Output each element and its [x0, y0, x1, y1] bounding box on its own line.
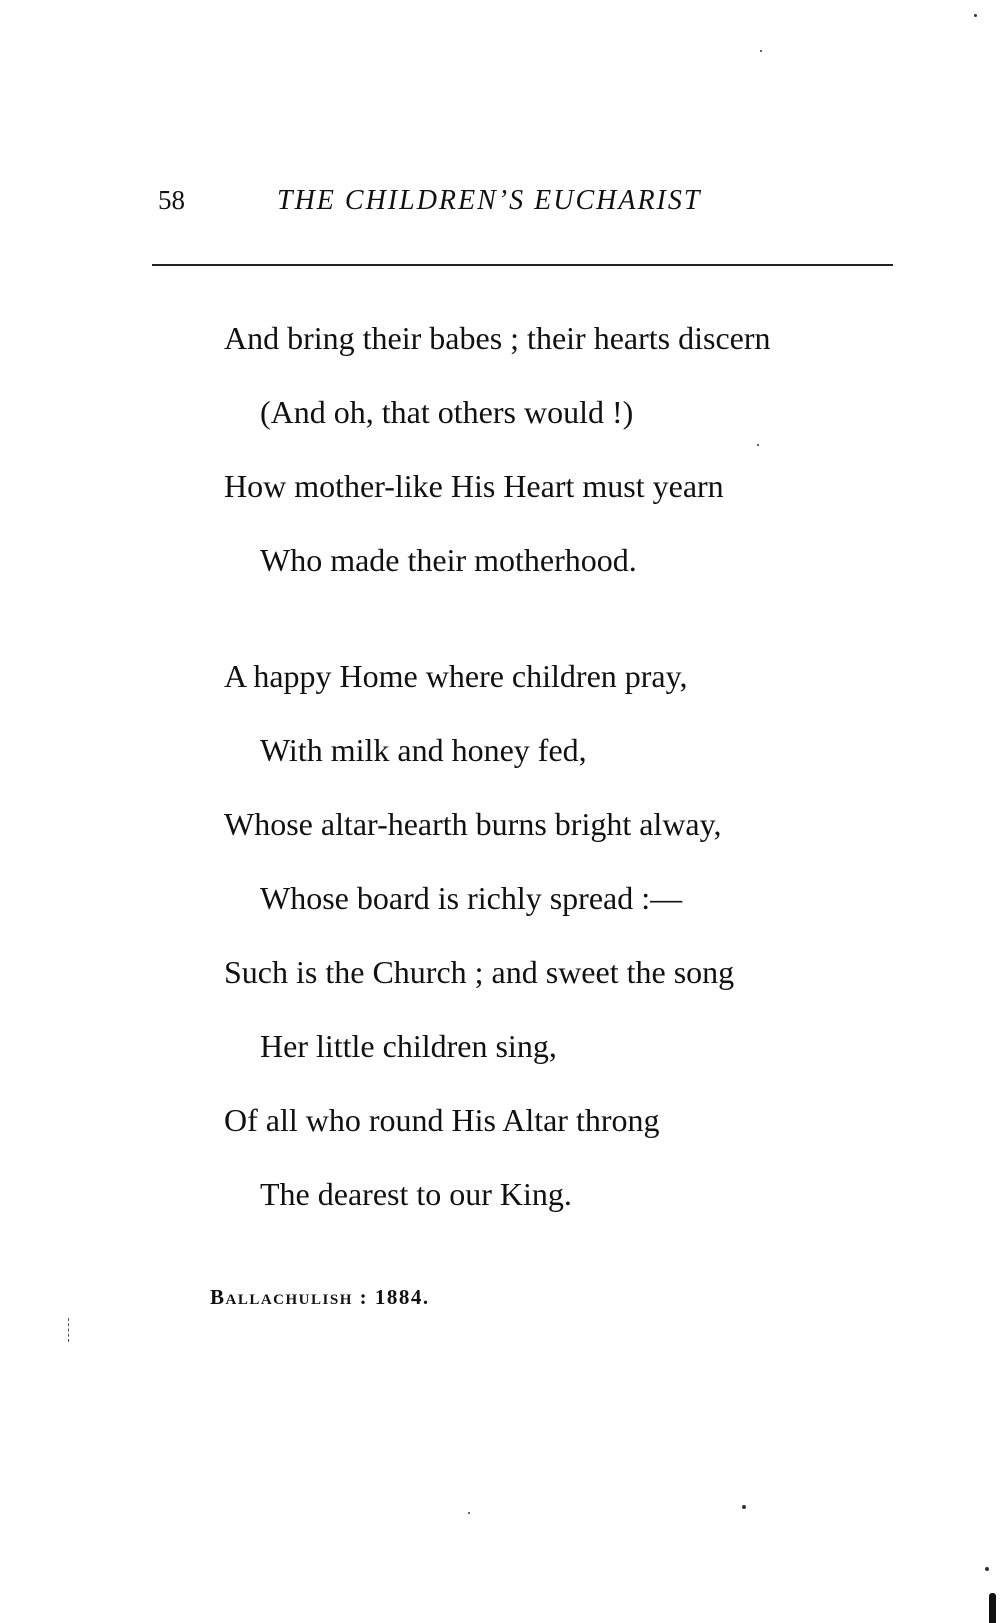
poem-line: Of all who round His Altar throng — [224, 1102, 660, 1138]
colophon-year: 1884. — [374, 1285, 430, 1309]
poem-line: (And oh, that others would !) — [260, 394, 634, 430]
colophon — [210, 1285, 430, 1310]
poem-line: And bring their babes ; their hearts discern — [224, 320, 771, 356]
running-head — [150, 185, 900, 225]
print-speck — [760, 50, 762, 52]
poem-line: The dearest to our King. — [260, 1176, 572, 1212]
poem-line: Her little children sing, — [260, 1028, 557, 1064]
print-speck — [974, 14, 977, 17]
poem-line: Who made their motherhood. — [260, 542, 637, 578]
poem-line: Whose board is richly spread :— — [260, 880, 683, 916]
colophon-place: Ballachulish — [210, 1285, 353, 1309]
poem-stanza-1 — [0, 318, 1000, 614]
print-speck — [757, 444, 759, 446]
poem-line: With milk and honey fed, — [260, 732, 587, 768]
poem-stanza-2 — [0, 656, 1000, 1248]
poem-line: Whose altar-hearth burns bright alway, — [224, 806, 722, 842]
colophon-separator: : — [352, 1285, 375, 1309]
poem-line: A happy Home where children pray, — [224, 658, 688, 694]
print-speck — [468, 1512, 470, 1514]
poem-line: Such is the Church ; and sweet the song — [224, 954, 735, 990]
page-number: 58 — [158, 185, 185, 215]
print-speck — [742, 1505, 746, 1509]
page-edge-mark — [989, 1593, 996, 1623]
running-title: THE CHILDREN’S EUCHARIST — [277, 185, 702, 216]
margin-mark — [68, 1318, 70, 1342]
poem-line: How mother-like His Heart must yearn — [224, 468, 724, 504]
print-speck — [985, 1567, 989, 1571]
header-rule — [152, 264, 893, 266]
